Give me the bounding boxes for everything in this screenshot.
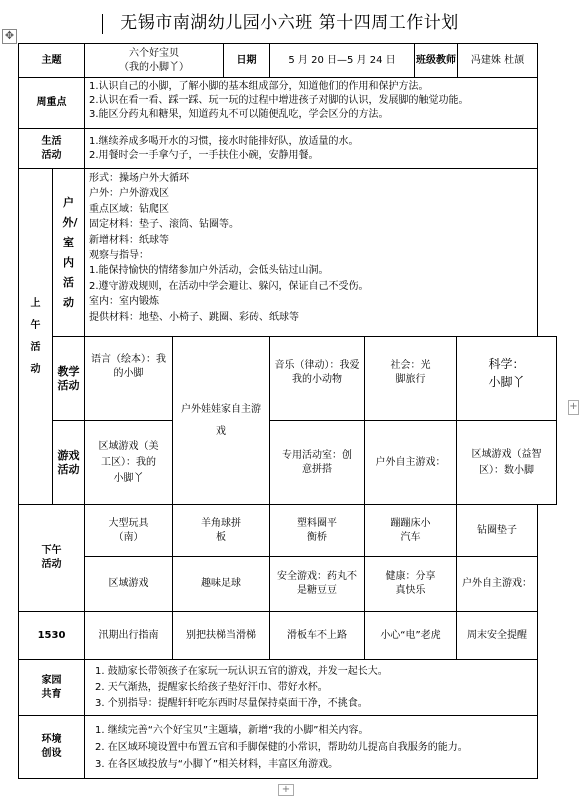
table-move-handle-icon[interactable]: ✥ (2, 29, 17, 44)
region-game-art: 区域游戏（美工区）：我的小脚丫 (85, 421, 173, 505)
afternoon-item: 羊角球拼板 (173, 505, 270, 557)
focus-content (85, 78, 538, 129)
music-activity: 音乐（律动）：我爱我的小动物 (270, 337, 365, 421)
teacher-names: 冯建姝 杜颉 (458, 44, 538, 78)
document-title: 无锡市南湖幼儿园小六班 第十四周工作计划 (120, 13, 459, 33)
text-cursor (102, 14, 103, 34)
afternoon-label: 下午活动 (19, 505, 85, 612)
life-label: 生活 活动 (19, 129, 85, 169)
theme-value: 六个好宝贝 （我的小脚丫） (85, 44, 224, 78)
morning-label: 上午活动 (19, 169, 53, 505)
region-game-puzzle: 区域游戏（益智区）：数小脚 (457, 421, 557, 505)
safety-topic: 小心“电”老虎 (365, 612, 457, 660)
safety-topic: 滑板车不上路 (270, 612, 365, 660)
date-label: 日期 (224, 44, 270, 78)
life-item: 2.用餐时会一手拿勺子，一手扶住小碗，安静用餐。 (89, 149, 319, 161)
env-label: 环境创设 (19, 716, 85, 779)
afternoon-item: 区域游戏 (85, 557, 173, 612)
special-room-activity: 专用活动室：创意拼搭 (270, 421, 365, 505)
label-1530: 1530 (19, 612, 85, 660)
weekly-plan-table (18, 43, 557, 779)
science-activity: 科学： 小脚丫 (457, 337, 557, 421)
life-item: 1.继续养成多喝开水的习惯，接水时能排好队，放适量的水。 (89, 135, 359, 147)
home-content: 1. 鼓励家长带领孩子在家玩一玩认识五官的游戏，并发一起长大。 2. 天气渐热，提醒家长给孩子垫好汗巾、带好水杯。 3. 个别指导：提醒轩轩吃东西时尽量保持桌面干净，不挑食。 (85, 660, 538, 716)
afternoon-item: 塑料圈平衡桥 (270, 505, 365, 557)
teacher-label: 班级教师 (415, 44, 458, 78)
env-content: 1. 继续完善“六个好宝贝”主题墙，新增“我的小脚”相关内容。 2. 在区域环境设置中布置五官和手脚保健的小常识，帮助幼儿提高自我服务的能力。 3. 在各区域投放与“小脚丫”相关材料，丰富区角游戏。 (85, 716, 538, 779)
add-row-handle-icon[interactable]: + (278, 784, 294, 796)
society-activity: 社会：光脚旅行 (365, 337, 457, 421)
life-content (85, 129, 538, 169)
home-label: 家园共育 (19, 660, 85, 716)
afternoon-item: 蹦蹦床小汽车 (365, 505, 457, 557)
safety-topic: 汛期出行指南 (85, 612, 173, 660)
safety-topic: 别把扶梯当滑梯 (173, 612, 270, 660)
afternoon-item: 安全游戏：药丸不是糖豆豆 (270, 557, 365, 612)
afternoon-item: 钻圈垫子 (457, 505, 538, 557)
focus-item: 1.认识自己的小脚，了解小脚的基本组成部分，知道他们的作用和保护方法。 (89, 81, 429, 92)
focus-item: 3.能区分药丸和糖果，知道药丸不可以随便乱吃，学会区分的方法。 (89, 109, 389, 120)
focus-label: 周重点 (19, 78, 85, 129)
safety-topic: 周末安全提醒 (457, 612, 538, 660)
language-activity: 语言（绘本）：我的小脚 (85, 337, 173, 421)
theme-label: 主题 (19, 44, 85, 78)
outdoor-label: 户外/室内活动 (53, 169, 85, 337)
afternoon-item: 户外自主游戏： (457, 557, 538, 612)
focus-item: 2.认识在看一看、踩一踩、玩一玩的过程中增进孩子对脚的认识，发展脚的触觉功能。 (89, 95, 469, 106)
afternoon-item: 健康：分享真快乐 (365, 557, 457, 612)
date-value: 5 月 20 日—5 月 24 日 (270, 44, 415, 78)
teaching-label: 教学活动 (53, 337, 85, 421)
outdoor-free-play: 户外自主游戏： (365, 421, 457, 505)
outdoor-content: 形式：操场户外大循环 户外：户外游戏区 重点区域：钻爬区 固定材料：垫子、滚筒、钻圈等。 新增材料：纸球等 观察与指导： 1.能保持愉快的情绪参加户外活动，会低头钻过山洞。 2.遵守游戏规则，在活动中学会避让、躲闪，保证自己不受伤。 室内：室内锻炼 提供材料：地垫、小椅子、跳圈、彩砖、纸球等 (85, 169, 538, 337)
afternoon-item: 大型玩具（南） (85, 505, 173, 557)
shared-outdoor-play: 户外娃娃家自主游戏 (173, 337, 270, 505)
afternoon-item: 趣味足球 (173, 557, 270, 612)
game-label: 游戏活动 (53, 421, 85, 505)
add-column-handle-icon[interactable]: + (568, 400, 579, 415)
